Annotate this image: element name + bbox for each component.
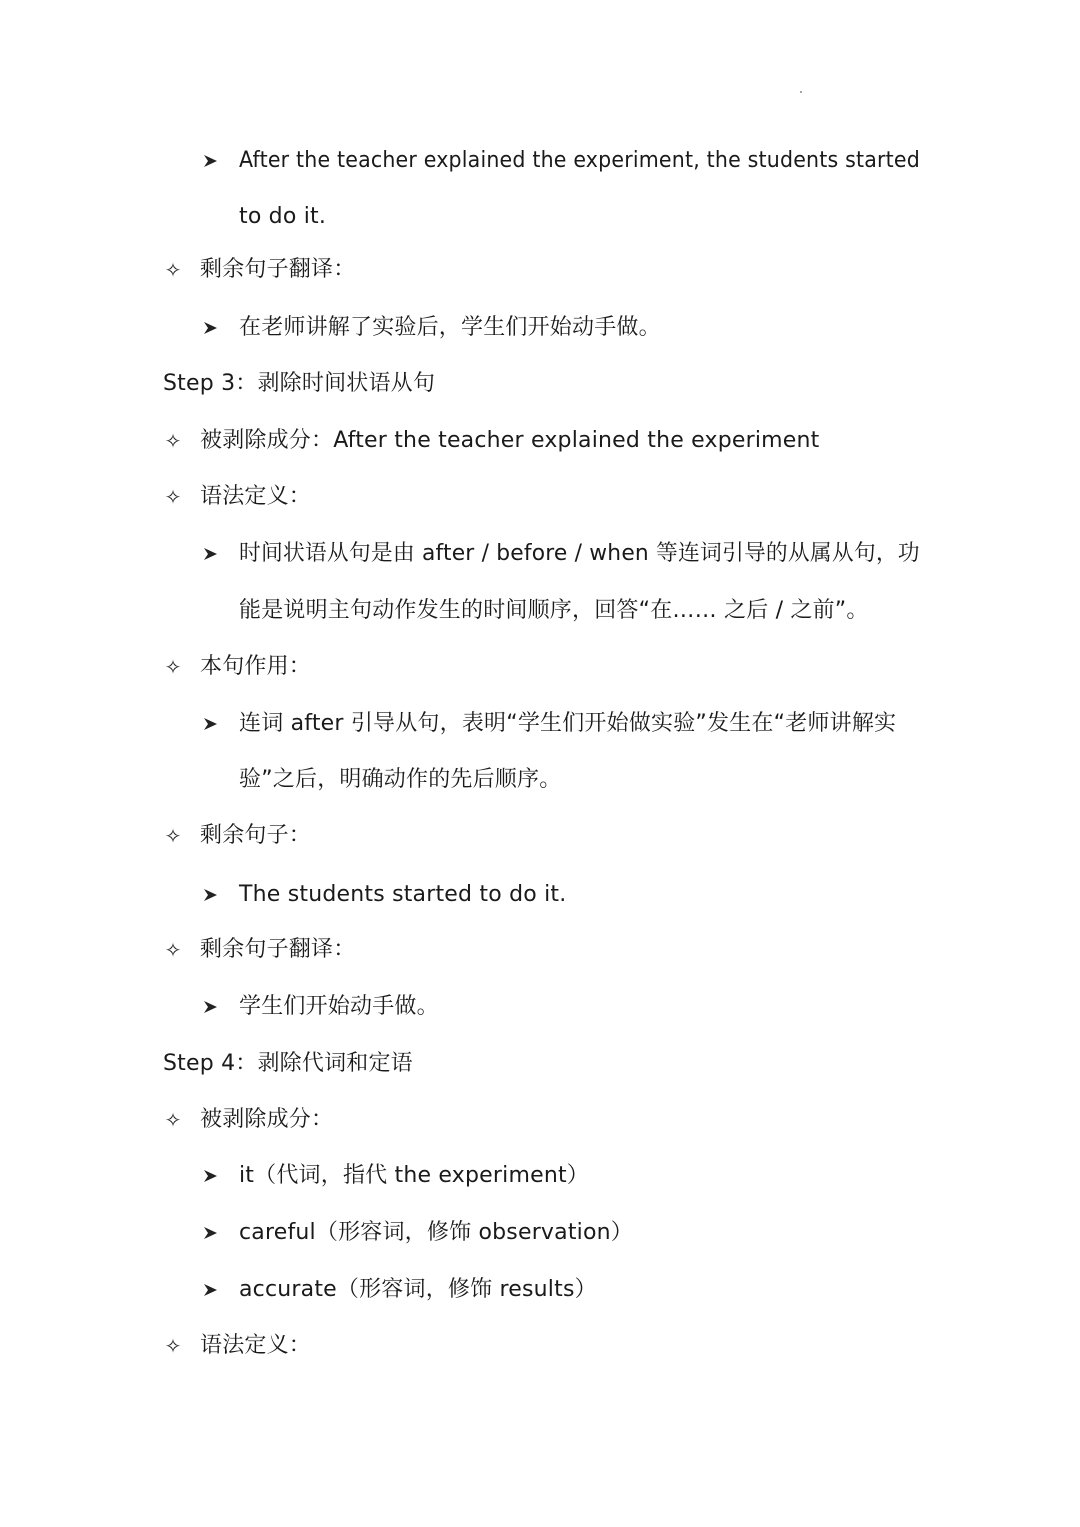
arrow-bullet-icon: [200, 1217, 220, 1249]
diamond-bullet-icon: ✧: [164, 1334, 182, 1358]
section-label: 语法定义：: [200, 484, 312, 509]
list-item-text: 学生们开始动手做。: [239, 994, 439, 1019]
list-item-text: 连词 after 引导从句，表明“学生们开始做实验”发生在“老师讲解实: [239, 711, 897, 736]
section-label: 被剥除成分：After the teacher explained the experiment: [200, 428, 820, 453]
diamond-bullet-icon: ✧: [164, 485, 182, 509]
arrow-bullet-icon: [200, 879, 220, 911]
step-heading: Step 3：剥除时间状语从句: [163, 371, 436, 396]
list-item-text: accurate（形容词，修饰 results）: [239, 1277, 597, 1302]
list-item-continuation: 能是说明主句动作发生的时间顺序，回答“在…… 之后 / 之前”。: [239, 598, 869, 623]
section-label: 本句作用：: [200, 654, 312, 679]
diamond-bullet-icon: ✧: [164, 429, 182, 453]
list-item-continuation: to do it.: [239, 204, 327, 229]
section-label: 语法定义：: [200, 1333, 312, 1358]
diamond-bullet-icon: ✧: [164, 938, 182, 962]
list-item-continuation: 验”之后，明确动作的先后顺序。: [239, 767, 562, 792]
section-label: 剩余句子翻译：: [200, 937, 356, 962]
diamond-bullet-icon: ✧: [164, 258, 182, 282]
arrow-bullet-icon: [200, 708, 220, 740]
arrow-bullet-icon: [200, 145, 220, 177]
section-label: 剩余句子：: [200, 823, 312, 848]
arrow-bullet-icon: [200, 991, 220, 1023]
step-heading: Step 4：剥除代词和定语: [163, 1051, 413, 1076]
section-label: 被剥除成分：: [200, 1107, 334, 1132]
scan-speck: [800, 91, 802, 93]
list-item-text: After the teacher explained the experiment, the students started: [239, 148, 920, 173]
arrow-bullet-icon: [200, 538, 220, 570]
list-item-text: 在老师讲解了实验后，学生们开始动手做。: [239, 315, 661, 340]
list-item-text: careful（形容词，修饰 observation）: [239, 1220, 633, 1245]
diamond-bullet-icon: ✧: [164, 824, 182, 848]
list-item-text: 时间状语从句是由 after / before / when 等连词引导的从属从句，功: [239, 541, 920, 566]
list-item-text: it（代词，指代 the experiment）: [239, 1163, 589, 1188]
arrow-bullet-icon: [200, 1274, 220, 1306]
arrow-bullet-icon: [200, 1160, 220, 1192]
arrow-bullet-icon: [200, 312, 220, 344]
list-item-text: The students started to do it.: [239, 882, 567, 907]
section-label: 剩余句子翻译：: [200, 257, 356, 282]
diamond-bullet-icon: ✧: [164, 1108, 182, 1132]
diamond-bullet-icon: ✧: [164, 655, 182, 679]
